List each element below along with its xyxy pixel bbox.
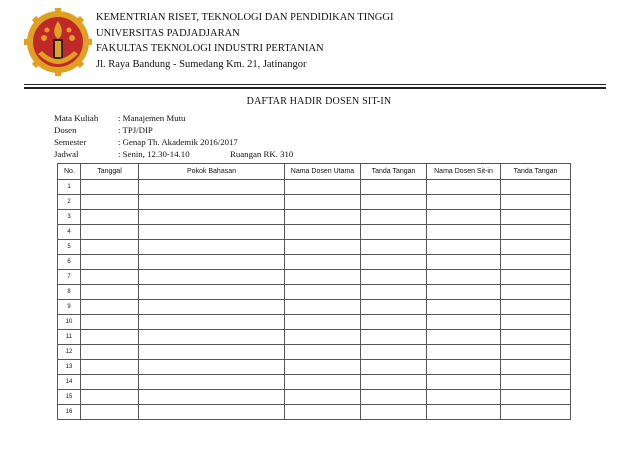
row-number: 14 bbox=[58, 375, 81, 390]
document-title: DAFTAR HADIR DOSEN SIT-IN bbox=[246, 96, 392, 107]
table-cell[interactable] bbox=[501, 225, 571, 240]
table-cell[interactable] bbox=[501, 255, 571, 270]
table-cell[interactable] bbox=[139, 270, 285, 285]
table-cell[interactable] bbox=[501, 180, 571, 195]
table-cell[interactable] bbox=[81, 330, 139, 345]
column-header-no: No. bbox=[58, 164, 81, 180]
table-cell[interactable] bbox=[427, 180, 501, 195]
info-value: : Manajemen Mutu bbox=[118, 113, 186, 123]
table-cell[interactable] bbox=[81, 240, 139, 255]
table-row bbox=[58, 330, 571, 345]
row-number: 12 bbox=[58, 345, 81, 360]
table-cell[interactable] bbox=[361, 405, 427, 420]
table-row bbox=[58, 270, 571, 285]
table-row bbox=[58, 375, 571, 390]
table-cell[interactable] bbox=[361, 270, 427, 285]
table-cell[interactable] bbox=[139, 360, 285, 375]
table-cell[interactable] bbox=[427, 345, 501, 360]
address: Jl. Raya Bandung - Sumedang Km. 21, Jatinangor bbox=[96, 58, 307, 70]
table-cell[interactable] bbox=[361, 375, 427, 390]
table-cell[interactable] bbox=[501, 375, 571, 390]
table-cell[interactable] bbox=[285, 330, 361, 345]
table-cell[interactable] bbox=[361, 240, 427, 255]
table-cell[interactable] bbox=[81, 180, 139, 195]
table-cell[interactable] bbox=[361, 300, 427, 315]
table-body bbox=[58, 180, 571, 420]
column-header-tanggal: Tanggal bbox=[81, 164, 139, 180]
table-cell[interactable] bbox=[501, 285, 571, 300]
table-cell[interactable] bbox=[427, 195, 501, 210]
table-row bbox=[58, 195, 571, 210]
table-cell[interactable] bbox=[427, 330, 501, 345]
table-cell[interactable] bbox=[139, 240, 285, 255]
table-cell[interactable] bbox=[427, 405, 501, 420]
table-cell[interactable] bbox=[139, 180, 285, 195]
room-value: Ruangan RK. 310 bbox=[230, 149, 294, 159]
table-cell[interactable] bbox=[139, 390, 285, 405]
table-cell[interactable] bbox=[285, 360, 361, 375]
table-cell[interactable] bbox=[285, 345, 361, 360]
table-header-row bbox=[58, 164, 571, 180]
table-row bbox=[58, 390, 571, 405]
table-cell[interactable] bbox=[285, 405, 361, 420]
table-cell[interactable] bbox=[81, 285, 139, 300]
table-cell[interactable] bbox=[501, 330, 571, 345]
table-cell[interactable] bbox=[361, 195, 427, 210]
table-row bbox=[58, 285, 571, 300]
table-cell[interactable] bbox=[501, 240, 571, 255]
table-cell[interactable] bbox=[285, 210, 361, 225]
info-label: Semester bbox=[54, 137, 87, 147]
table-cell[interactable] bbox=[361, 315, 427, 330]
table-cell[interactable] bbox=[81, 390, 139, 405]
table-cell[interactable] bbox=[139, 345, 285, 360]
table-cell[interactable] bbox=[427, 360, 501, 375]
table-cell[interactable] bbox=[427, 300, 501, 315]
faculty-name: FAKULTAS TEKNOLOGI INDUSTRI PERTANIAN bbox=[96, 43, 324, 54]
table-cell[interactable] bbox=[81, 405, 139, 420]
university-name: UNIVERSITAS PADJADJARAN bbox=[96, 27, 240, 39]
table-cell[interactable] bbox=[361, 330, 427, 345]
table-cell[interactable] bbox=[285, 375, 361, 390]
row-number: 1 bbox=[58, 180, 81, 195]
info-value: : Genap Th. Akademik 2016/2017 bbox=[118, 137, 238, 147]
table-row bbox=[58, 300, 571, 315]
table-cell[interactable] bbox=[501, 345, 571, 360]
table-cell[interactable] bbox=[139, 405, 285, 420]
table-row bbox=[58, 255, 571, 270]
table-cell[interactable] bbox=[501, 405, 571, 420]
ministry-name: KEMENTRIAN RISET, TEKNOLOGI DAN PENDIDIKAN TINGGI bbox=[96, 12, 394, 23]
table-cell[interactable] bbox=[501, 315, 571, 330]
table-cell[interactable] bbox=[139, 300, 285, 315]
table-cell[interactable] bbox=[81, 195, 139, 210]
row-number: 10 bbox=[58, 315, 81, 330]
table-row bbox=[58, 240, 571, 255]
column-header-tanda-tangan: Tanda Tangan bbox=[361, 164, 427, 180]
table-cell[interactable] bbox=[427, 375, 501, 390]
table-cell[interactable] bbox=[361, 345, 427, 360]
column-header-tanda-tangan-2: Tanda Tangan bbox=[501, 164, 571, 180]
info-value: : Senin, 12.30-14.10 bbox=[118, 149, 190, 159]
table-cell[interactable] bbox=[139, 315, 285, 330]
table-cell[interactable] bbox=[285, 270, 361, 285]
table-cell[interactable] bbox=[501, 195, 571, 210]
table-cell[interactable] bbox=[361, 255, 427, 270]
table-cell[interactable] bbox=[427, 285, 501, 300]
table-cell[interactable] bbox=[139, 210, 285, 225]
table-cell[interactable] bbox=[285, 300, 361, 315]
table-cell[interactable] bbox=[501, 210, 571, 225]
row-number: 3 bbox=[58, 210, 81, 225]
table-cell[interactable] bbox=[427, 240, 501, 255]
table-cell[interactable] bbox=[361, 360, 427, 375]
column-header-nama-dosen-utama: Nama Dosen Utama bbox=[285, 164, 361, 180]
row-number: 15 bbox=[58, 390, 81, 405]
table-cell[interactable] bbox=[361, 390, 427, 405]
table-cell[interactable] bbox=[81, 315, 139, 330]
table-cell[interactable] bbox=[81, 375, 139, 390]
institution-header bbox=[96, 10, 393, 72]
table-row bbox=[58, 225, 571, 240]
table-cell[interactable] bbox=[501, 360, 571, 375]
info-label: Dosen bbox=[54, 125, 77, 135]
info-value: : TPJ/DIP bbox=[118, 125, 153, 135]
table-cell[interactable] bbox=[81, 225, 139, 240]
table-cell[interactable] bbox=[285, 195, 361, 210]
table-cell[interactable] bbox=[361, 210, 427, 225]
row-number: 4 bbox=[58, 225, 81, 240]
column-header-nama-dosen-sit-in: Nama Dosen Sit-in bbox=[427, 164, 501, 180]
row-number: 5 bbox=[58, 240, 81, 255]
table-cell[interactable] bbox=[285, 240, 361, 255]
table-cell[interactable] bbox=[427, 225, 501, 240]
table-cell[interactable] bbox=[139, 330, 285, 345]
header-divider bbox=[24, 84, 606, 85]
column-header-pokok-bahasan: Pokok Bahasan bbox=[139, 164, 285, 180]
table-row bbox=[58, 405, 571, 420]
table-cell[interactable] bbox=[139, 225, 285, 240]
info-label: Jadwal bbox=[54, 149, 79, 159]
attendance-table bbox=[57, 163, 571, 420]
table-cell[interactable] bbox=[361, 285, 427, 300]
table-cell[interactable] bbox=[427, 270, 501, 285]
table-row bbox=[58, 315, 571, 330]
row-number: 2 bbox=[58, 195, 81, 210]
table-cell[interactable] bbox=[427, 210, 501, 225]
table-cell[interactable] bbox=[81, 345, 139, 360]
table-cell[interactable] bbox=[81, 300, 139, 315]
table-cell[interactable] bbox=[501, 390, 571, 405]
table-row bbox=[58, 210, 571, 225]
table-row bbox=[58, 345, 571, 360]
table-cell[interactable] bbox=[427, 255, 501, 270]
row-number: 8 bbox=[58, 285, 81, 300]
info-label: Mata Kuliah bbox=[54, 113, 99, 123]
table-cell[interactable] bbox=[81, 270, 139, 285]
table-cell[interactable] bbox=[139, 375, 285, 390]
table-cell[interactable] bbox=[427, 315, 501, 330]
table-cell[interactable] bbox=[427, 390, 501, 405]
table-cell[interactable] bbox=[361, 225, 427, 240]
table-cell[interactable] bbox=[81, 210, 139, 225]
university-logo bbox=[24, 8, 92, 76]
table-cell[interactable] bbox=[81, 255, 139, 270]
table-row bbox=[58, 180, 571, 195]
row-number: 11 bbox=[58, 330, 81, 345]
table-cell[interactable] bbox=[285, 390, 361, 405]
table-cell[interactable] bbox=[139, 255, 285, 270]
table-cell[interactable] bbox=[285, 225, 361, 240]
row-number: 13 bbox=[58, 360, 81, 375]
table-cell[interactable] bbox=[285, 285, 361, 300]
row-number: 9 bbox=[58, 300, 81, 315]
table-cell[interactable] bbox=[285, 255, 361, 270]
table-row bbox=[58, 360, 571, 375]
table-cell[interactable] bbox=[285, 180, 361, 195]
table-cell[interactable] bbox=[361, 180, 427, 195]
row-number: 16 bbox=[58, 405, 81, 420]
header-divider-thick bbox=[24, 87, 606, 89]
table-cell[interactable] bbox=[501, 270, 571, 285]
table-cell[interactable] bbox=[285, 315, 361, 330]
table-cell[interactable] bbox=[501, 300, 571, 315]
row-number: 7 bbox=[58, 270, 81, 285]
table-cell[interactable] bbox=[139, 195, 285, 210]
row-number: 6 bbox=[58, 255, 81, 270]
table-cell[interactable] bbox=[81, 360, 139, 375]
table-cell[interactable] bbox=[139, 285, 285, 300]
